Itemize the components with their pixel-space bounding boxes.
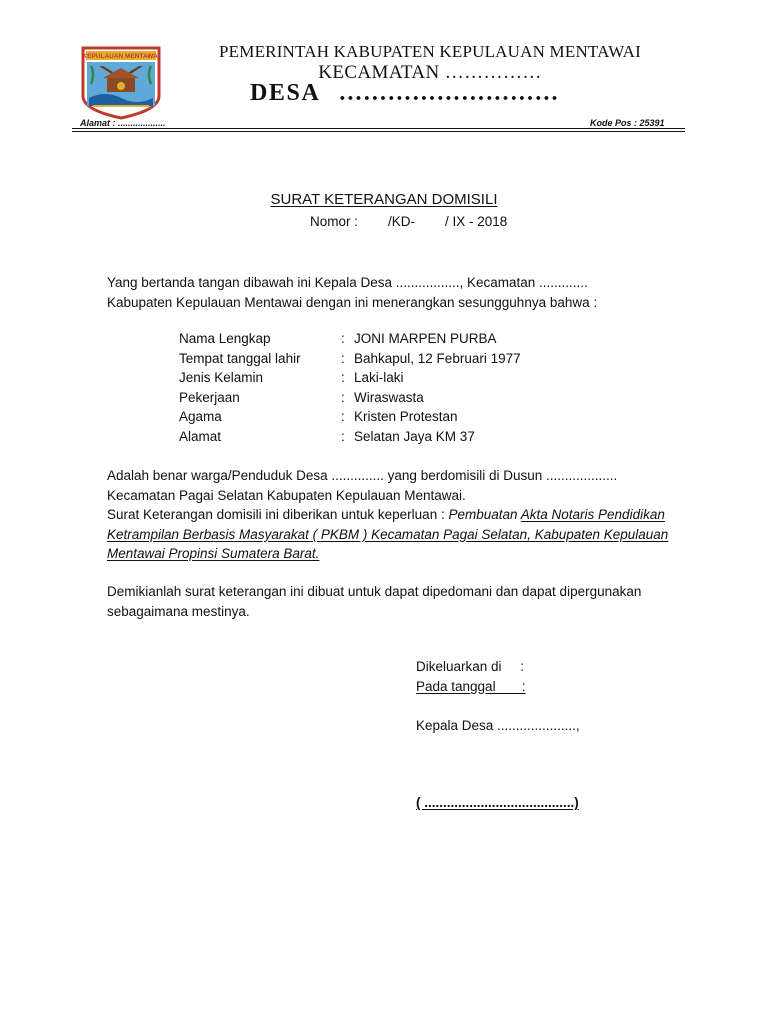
statement-line-5: Mentawai Propinsi Sumatera Barat. [107,546,320,561]
resident-details [0,331,768,451]
letterhead-district: KECAMATAN …………… [318,62,542,83]
detail-label: Agama [179,409,222,424]
document-title-text: SURAT KETERANGAN DOMISILI [270,191,498,208]
detail-value: Laki-laki [354,370,404,385]
intro-line-1: Yang bertanda tangan dibawah ini Kepala Desa ................., Kecamatan ............. [107,275,588,290]
detail-label: Pekerjaan [179,389,240,405]
detail-value: Selatan Jaya KM 37 [354,428,475,444]
closing-line-2: sebagaimana mestinya. [107,603,250,619]
closing-paragraph [107,582,641,621]
closing-line-1: Demikianlah surat keterangan ini dibuat untuk dapat dipedomani dan dapat dipergunakan [107,584,642,599]
detail-row [0,429,768,449]
letterhead-postal-code: Kode Pos : 25391 [590,118,665,128]
intro-line-2: Kabupaten Kepulauan Mentawai dengan ini menerangkan sesungguhnya bahwa : [107,294,598,310]
letterhead-address: Alamat : ................... [80,118,166,128]
detail-row [0,331,768,351]
purpose-intro: Surat Keterangan domisili ini diberikan untuk keperluan : [107,507,449,522]
letterhead-village-word: DESA [250,80,321,106]
detail-value: Wiraswasta [354,389,424,405]
issued-date: Pada tanggal : [416,679,526,694]
regency-logo [77,44,165,120]
detail-row [0,409,768,429]
statement-line-4: Ketrampilan Berbasis Masyarakat ( PKBM ) Kecamatan Pagai Selatan, Kabupaten Kepulauan [107,526,669,542]
purpose-italic: Pembuatan [448,507,521,522]
detail-colon: : [341,350,345,366]
document-number: Nomor : /KD- / IX - 2018 [310,214,508,229]
detail-colon: : [341,389,345,405]
detail-value: Kristen Protestan [354,409,458,424]
statement-paragraph [107,466,668,564]
letterhead-rule-thick [72,128,685,129]
detail-colon: : [341,428,345,444]
detail-colon: : [341,370,345,385]
issued-at: Dikeluarkan di : [416,659,525,674]
detail-value: JONI MARPEN PURBA [354,331,497,346]
svg-text:KEPULAUAN MENTAWAI: KEPULAUAN MENTAWAI [82,53,160,60]
statement-line-1: Adalah benar warga/Penduduk Desa .............. yang berdomisili di Dusun ................... [107,468,618,483]
letterhead-village [250,80,559,107]
detail-value: Bahkapul, 12 Februari 1977 [354,350,521,366]
detail-row [0,390,768,410]
letterhead-village-dots: ……………………… [338,80,559,106]
statement-line-3 [107,505,668,525]
intro-paragraph [107,273,597,312]
signatory-name: ( ........................................) [416,795,579,810]
detail-label: Nama Lengkap [179,331,271,346]
document-title [0,191,768,208]
detail-row [0,370,768,390]
letterhead-rule-thin [72,131,685,132]
detail-colon: : [341,409,345,424]
detail-colon: : [341,331,345,346]
letterhead-government: PEMERINTAH KABUPATEN KEPULAUAN MENTAWAI [219,42,641,61]
signatory-position: Kepala Desa ....................., [416,718,580,733]
detail-label: Jenis Kelamin [179,370,264,385]
detail-label: Alamat [179,428,222,444]
detail-row [0,351,768,371]
detail-label: Tempat tanggal lahir [179,350,301,366]
statement-line-2: Kecamatan Pagai Selatan Kabupaten Kepulauan Mentawai. [107,487,466,503]
purpose-underlined: Akta Notaris Pendidikan [520,507,665,522]
